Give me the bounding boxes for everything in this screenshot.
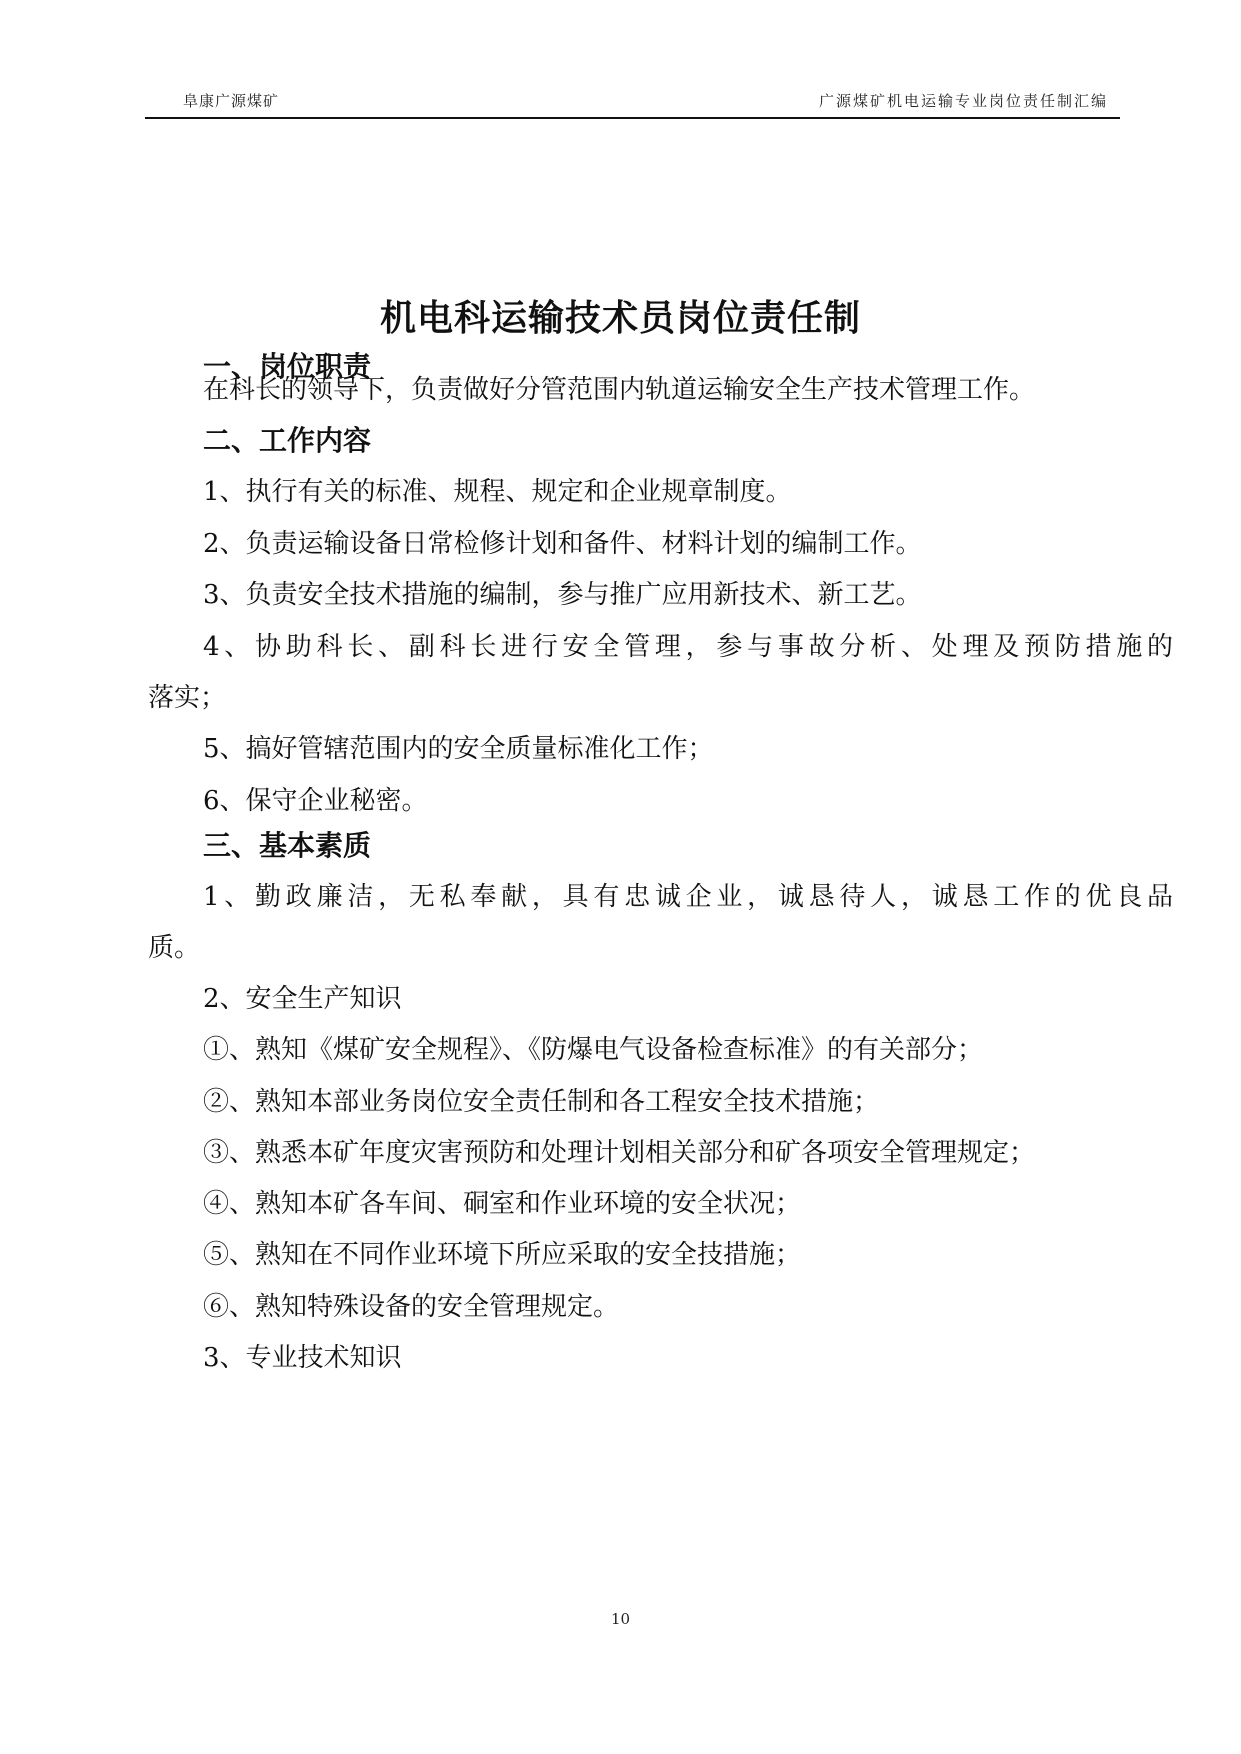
section-heading-quality: 三、基本素质	[203, 829, 372, 862]
document-title: 机电科运输技术员岗位责任制	[379, 298, 861, 339]
page-number: 10	[610, 1610, 631, 1628]
quality-subitem: ④、熟知本矿各车间、硐室和作业环境的安全状况；	[203, 1189, 802, 1219]
quality-subitem: ③、熟悉本矿年度灾害预防和处理计划相关部分和矿各项安全管理规定；	[203, 1138, 1036, 1168]
quality-subitem: ①、熟知《煤矿安全规程》、《防爆电气设备检查标准》的有关部分；	[203, 1035, 984, 1065]
section-heading-work: 二、工作内容	[203, 424, 372, 457]
quality-item-continuation: 质。	[148, 933, 201, 963]
work-item: 2、负责运输设备日常检修计划和备件、材料计划的编制工作。	[203, 529, 922, 559]
quality-subitem: ⑥、熟知特殊设备的安全管理规定。	[203, 1292, 620, 1322]
header-divider	[145, 117, 1120, 119]
quality-item: 3、专业技术知识	[203, 1343, 402, 1373]
work-item-continuation: 落实；	[148, 683, 227, 713]
duties-paragraph: 在科长的领导下，负责做好分管范围内轨道运输安全生产技术管理工作。	[203, 375, 1036, 405]
section-heading-duties: 一、岗位职责	[203, 350, 372, 383]
quality-item: 1、勤政廉洁，无私奉献，具有忠诚企业，诚恳待人，诚恳工作的优良品	[203, 882, 1173, 912]
quality-subitem: ②、熟知本部业务岗位安全责任制和各工程安全技术措施；	[203, 1087, 880, 1117]
quality-subitem: ⑤、熟知在不同作业环境下所应采取的安全技措施；	[203, 1240, 802, 1270]
work-item: 1、执行有关的标准、规程、规定和企业规章制度。	[203, 477, 792, 507]
work-item: 5、搞好管辖范围内的安全质量标准化工作；	[203, 734, 714, 764]
work-item: 3、负责安全技术措施的编制，参与推广应用新技术、新工艺。	[203, 580, 922, 610]
work-item: 4、协助科长、副科长进行安全管理，参与事故分析、处理及预防措施的	[203, 632, 1173, 662]
page-header	[145, 90, 1120, 118]
header-document-collection: 广源煤矿机电运输专业岗位责任制汇编	[818, 92, 1108, 110]
work-item: 6、保守企业秘密。	[203, 786, 428, 816]
header-company-name: 阜康广源煤矿	[183, 92, 280, 110]
quality-item: 2、安全生产知识	[203, 984, 402, 1014]
